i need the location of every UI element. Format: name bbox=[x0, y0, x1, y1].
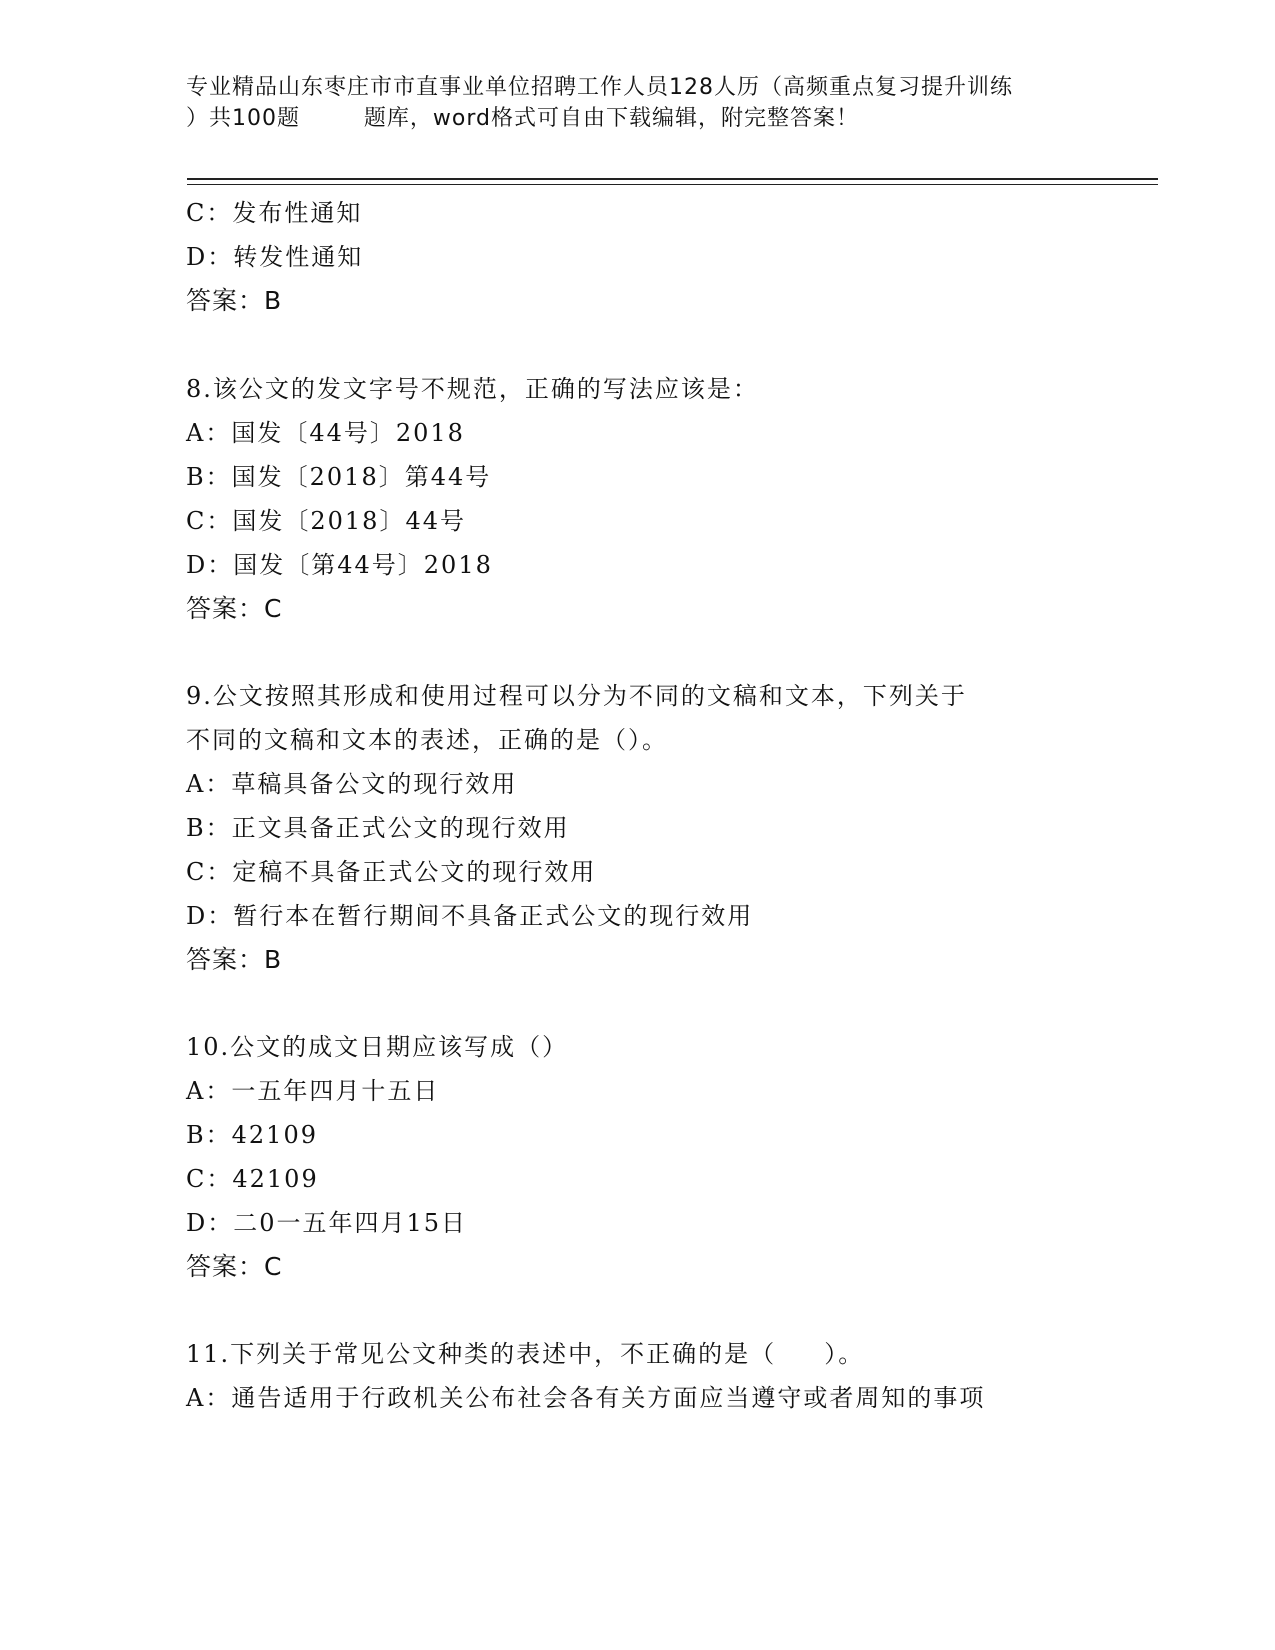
q11-option-a: A：通告适用于行政机关公布社会各有关方面应当遵守或者周知的事项 bbox=[186, 1384, 986, 1412]
q8-option-a: A：国发〔44号〕2018 bbox=[186, 419, 465, 447]
header-title-line-1: 专业精品山东枣庄市市直事业单位招聘工作人员128人历（高频重点复习提升训练 bbox=[186, 75, 1013, 100]
q9-question-line-2: 不同的文稿和文本的表述，正确的是（）。 bbox=[186, 726, 668, 754]
q8-answer: 答案：C bbox=[186, 594, 283, 623]
q8-option-c: C：国发〔2018〕44号 bbox=[186, 507, 466, 535]
q11-question: 11.下列关于常见公文种类的表述中，不正确的是（ ）。 bbox=[186, 1340, 865, 1368]
q10-option-c: C：42109 bbox=[186, 1165, 319, 1193]
q9-option-a: A：草稿具备公文的现行效用 bbox=[186, 770, 518, 798]
document-header bbox=[186, 72, 1086, 134]
header-divider-thick bbox=[187, 178, 1158, 180]
q10-question: 10.公文的成文日期应该写成（） bbox=[186, 1033, 569, 1061]
q10-answer: 答案：C bbox=[186, 1252, 283, 1281]
q7-option-d: D：转发性通知 bbox=[186, 243, 364, 271]
header-title-line-2: ）共100题 题库，word格式可自由下载编辑，附完整答案！ bbox=[186, 106, 860, 131]
q9-question-line-1: 9.公文按照其形成和使用过程可以分为不同的文稿和文本，下列关于 bbox=[186, 682, 967, 710]
q9-option-d: D：暂行本在暂行期间不具备正式公文的现行效用 bbox=[186, 902, 754, 930]
q7-answer: 答案：B bbox=[186, 286, 283, 315]
q9-answer: 答案：B bbox=[186, 945, 283, 974]
q8-question: 8.该公文的发文字号不规范，正确的写法应该是： bbox=[186, 375, 759, 403]
q8-option-b: B：国发〔2018〕第44号 bbox=[186, 463, 492, 491]
q9-option-b: B：正文具备正式公文的现行效用 bbox=[186, 814, 570, 842]
header-divider-thin bbox=[187, 184, 1158, 185]
q7-option-c: C：发布性通知 bbox=[186, 199, 363, 227]
q9-option-c: C：定稿不具备正式公文的现行效用 bbox=[186, 858, 597, 886]
q10-option-b: B：42109 bbox=[186, 1121, 318, 1149]
q8-option-d: D：国发〔第44号〕2018 bbox=[186, 551, 493, 579]
q10-option-a: A：一五年四月十五日 bbox=[186, 1077, 440, 1105]
q10-option-d: D：二0一五年四月15日 bbox=[186, 1209, 468, 1237]
